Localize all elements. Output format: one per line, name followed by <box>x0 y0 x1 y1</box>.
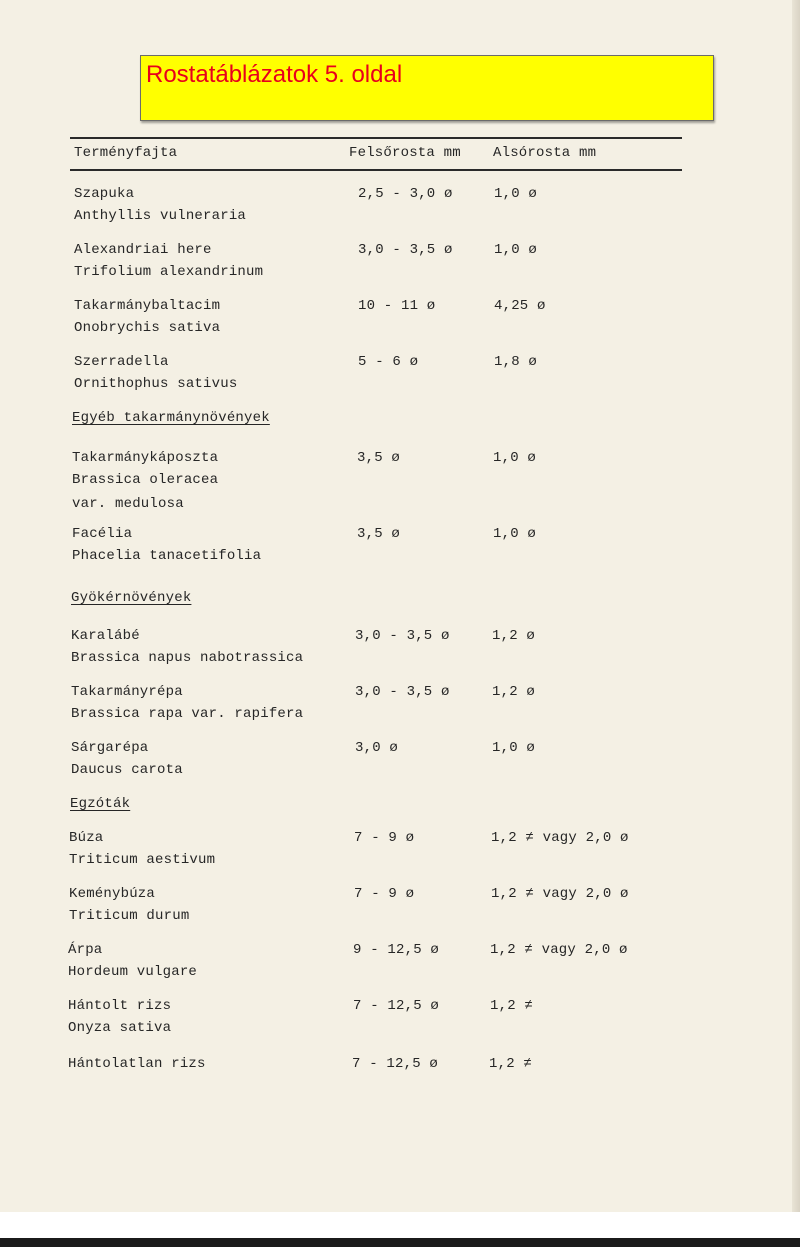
lower-sieve-value: 1,0 ø <box>494 186 538 202</box>
upper-sieve-value: 10 - 11 ø <box>358 298 436 314</box>
column-header-lower-sieve: Alsórosta mm <box>493 145 597 161</box>
lower-sieve-value: 1,2 ø <box>492 684 536 700</box>
lower-sieve-value: 1,0 ø <box>493 450 537 466</box>
section-heading: Gyökérnövények <box>71 590 192 606</box>
crop-name: Keménybúza <box>69 886 156 902</box>
lower-sieve-value: 1,0 ø <box>494 242 538 258</box>
upper-sieve-value: 7 - 12,5 ø <box>352 1056 439 1072</box>
header-top-rule <box>70 137 682 139</box>
title-banner <box>140 55 714 121</box>
upper-sieve-value: 9 - 12,5 ø <box>353 942 440 958</box>
upper-sieve-value: 5 - 6 ø <box>358 354 419 370</box>
crop-latin-name: Phacelia tanacetifolia <box>72 548 262 564</box>
upper-sieve-value: 7 - 9 ø <box>354 830 415 846</box>
crop-latin-name: Brassica oleracea <box>72 472 219 488</box>
crop-name: Hántolatlan rizs <box>68 1056 206 1072</box>
crop-latin-name: Triticum aestivum <box>69 852 216 868</box>
crop-latin-name: Onobrychis sativa <box>74 320 221 336</box>
upper-sieve-value: 2,5 - 3,0 ø <box>358 186 453 202</box>
upper-sieve-value: 7 - 12,5 ø <box>353 998 440 1014</box>
page-edge <box>792 0 800 1212</box>
lower-sieve-value: 4,25 ø <box>494 298 546 314</box>
lower-sieve-value: 1,2 ≠ vagy 2,0 ø <box>491 886 629 902</box>
crop-name: Karalábé <box>71 628 140 644</box>
crop-latin-name: Trifolium alexandrinum <box>74 264 264 280</box>
crop-latin-name: Brassica napus nabotrassica <box>71 650 304 666</box>
lower-sieve-value: 1,0 ø <box>493 526 537 542</box>
crop-name: Árpa <box>68 942 103 958</box>
crop-name: Szerradella <box>74 354 169 370</box>
column-header-crop: Terményfajta <box>74 145 178 161</box>
header-bottom-rule <box>70 169 682 171</box>
crop-name: Facélia <box>72 526 133 542</box>
crop-name: Sárgarépa <box>71 740 149 756</box>
crop-name: Takarmánybaltacim <box>74 298 221 314</box>
upper-sieve-value: 3,5 ø <box>357 450 401 466</box>
scan-border <box>0 1238 800 1247</box>
crop-name: Alexandriai here <box>74 242 212 258</box>
crop-name: Szapuka <box>74 186 135 202</box>
crop-latin-name: Onyza sativa <box>68 1020 172 1036</box>
crop-latin-name-cont: var. medulosa <box>72 496 184 512</box>
column-header-upper-sieve: Felsőrosta mm <box>349 145 461 161</box>
lower-sieve-value: 1,2 ø <box>492 628 536 644</box>
crop-latin-name: Ornithophus sativus <box>74 376 238 392</box>
upper-sieve-value: 3,0 - 3,5 ø <box>355 684 450 700</box>
upper-sieve-value: 3,0 ø <box>355 740 399 756</box>
lower-sieve-value: 1,8 ø <box>494 354 538 370</box>
crop-latin-name: Daucus carota <box>71 762 183 778</box>
crop-latin-name: Brassica rapa var. rapifera <box>71 706 304 722</box>
crop-name: Takarmányrépa <box>71 684 183 700</box>
upper-sieve-value: 7 - 9 ø <box>354 886 415 902</box>
section-heading: Egyéb takarmánynövények <box>72 410 270 426</box>
crop-latin-name: Triticum durum <box>69 908 190 924</box>
page-title: Rostatáblázatok 5. oldal <box>146 61 403 88</box>
upper-sieve-value: 3,5 ø <box>357 526 401 542</box>
crop-name: Búza <box>69 830 104 846</box>
crop-latin-name: Anthyllis vulneraria <box>74 208 247 224</box>
lower-sieve-value: 1,2 ≠ <box>490 998 534 1014</box>
lower-sieve-value: 1,2 ≠ vagy 2,0 ø <box>491 830 629 846</box>
lower-sieve-value: 1,2 ≠ <box>489 1056 533 1072</box>
lower-sieve-value: 1,0 ø <box>492 740 536 756</box>
upper-sieve-value: 3,0 - 3,5 ø <box>358 242 453 258</box>
section-heading: Egzóták <box>70 796 131 812</box>
crop-name: Takarmánykáposzta <box>72 450 219 466</box>
lower-sieve-value: 1,2 ≠ vagy 2,0 ø <box>490 942 628 958</box>
crop-name: Hántolt rizs <box>68 998 172 1014</box>
upper-sieve-value: 3,0 - 3,5 ø <box>355 628 450 644</box>
crop-latin-name: Hordeum vulgare <box>68 964 198 980</box>
